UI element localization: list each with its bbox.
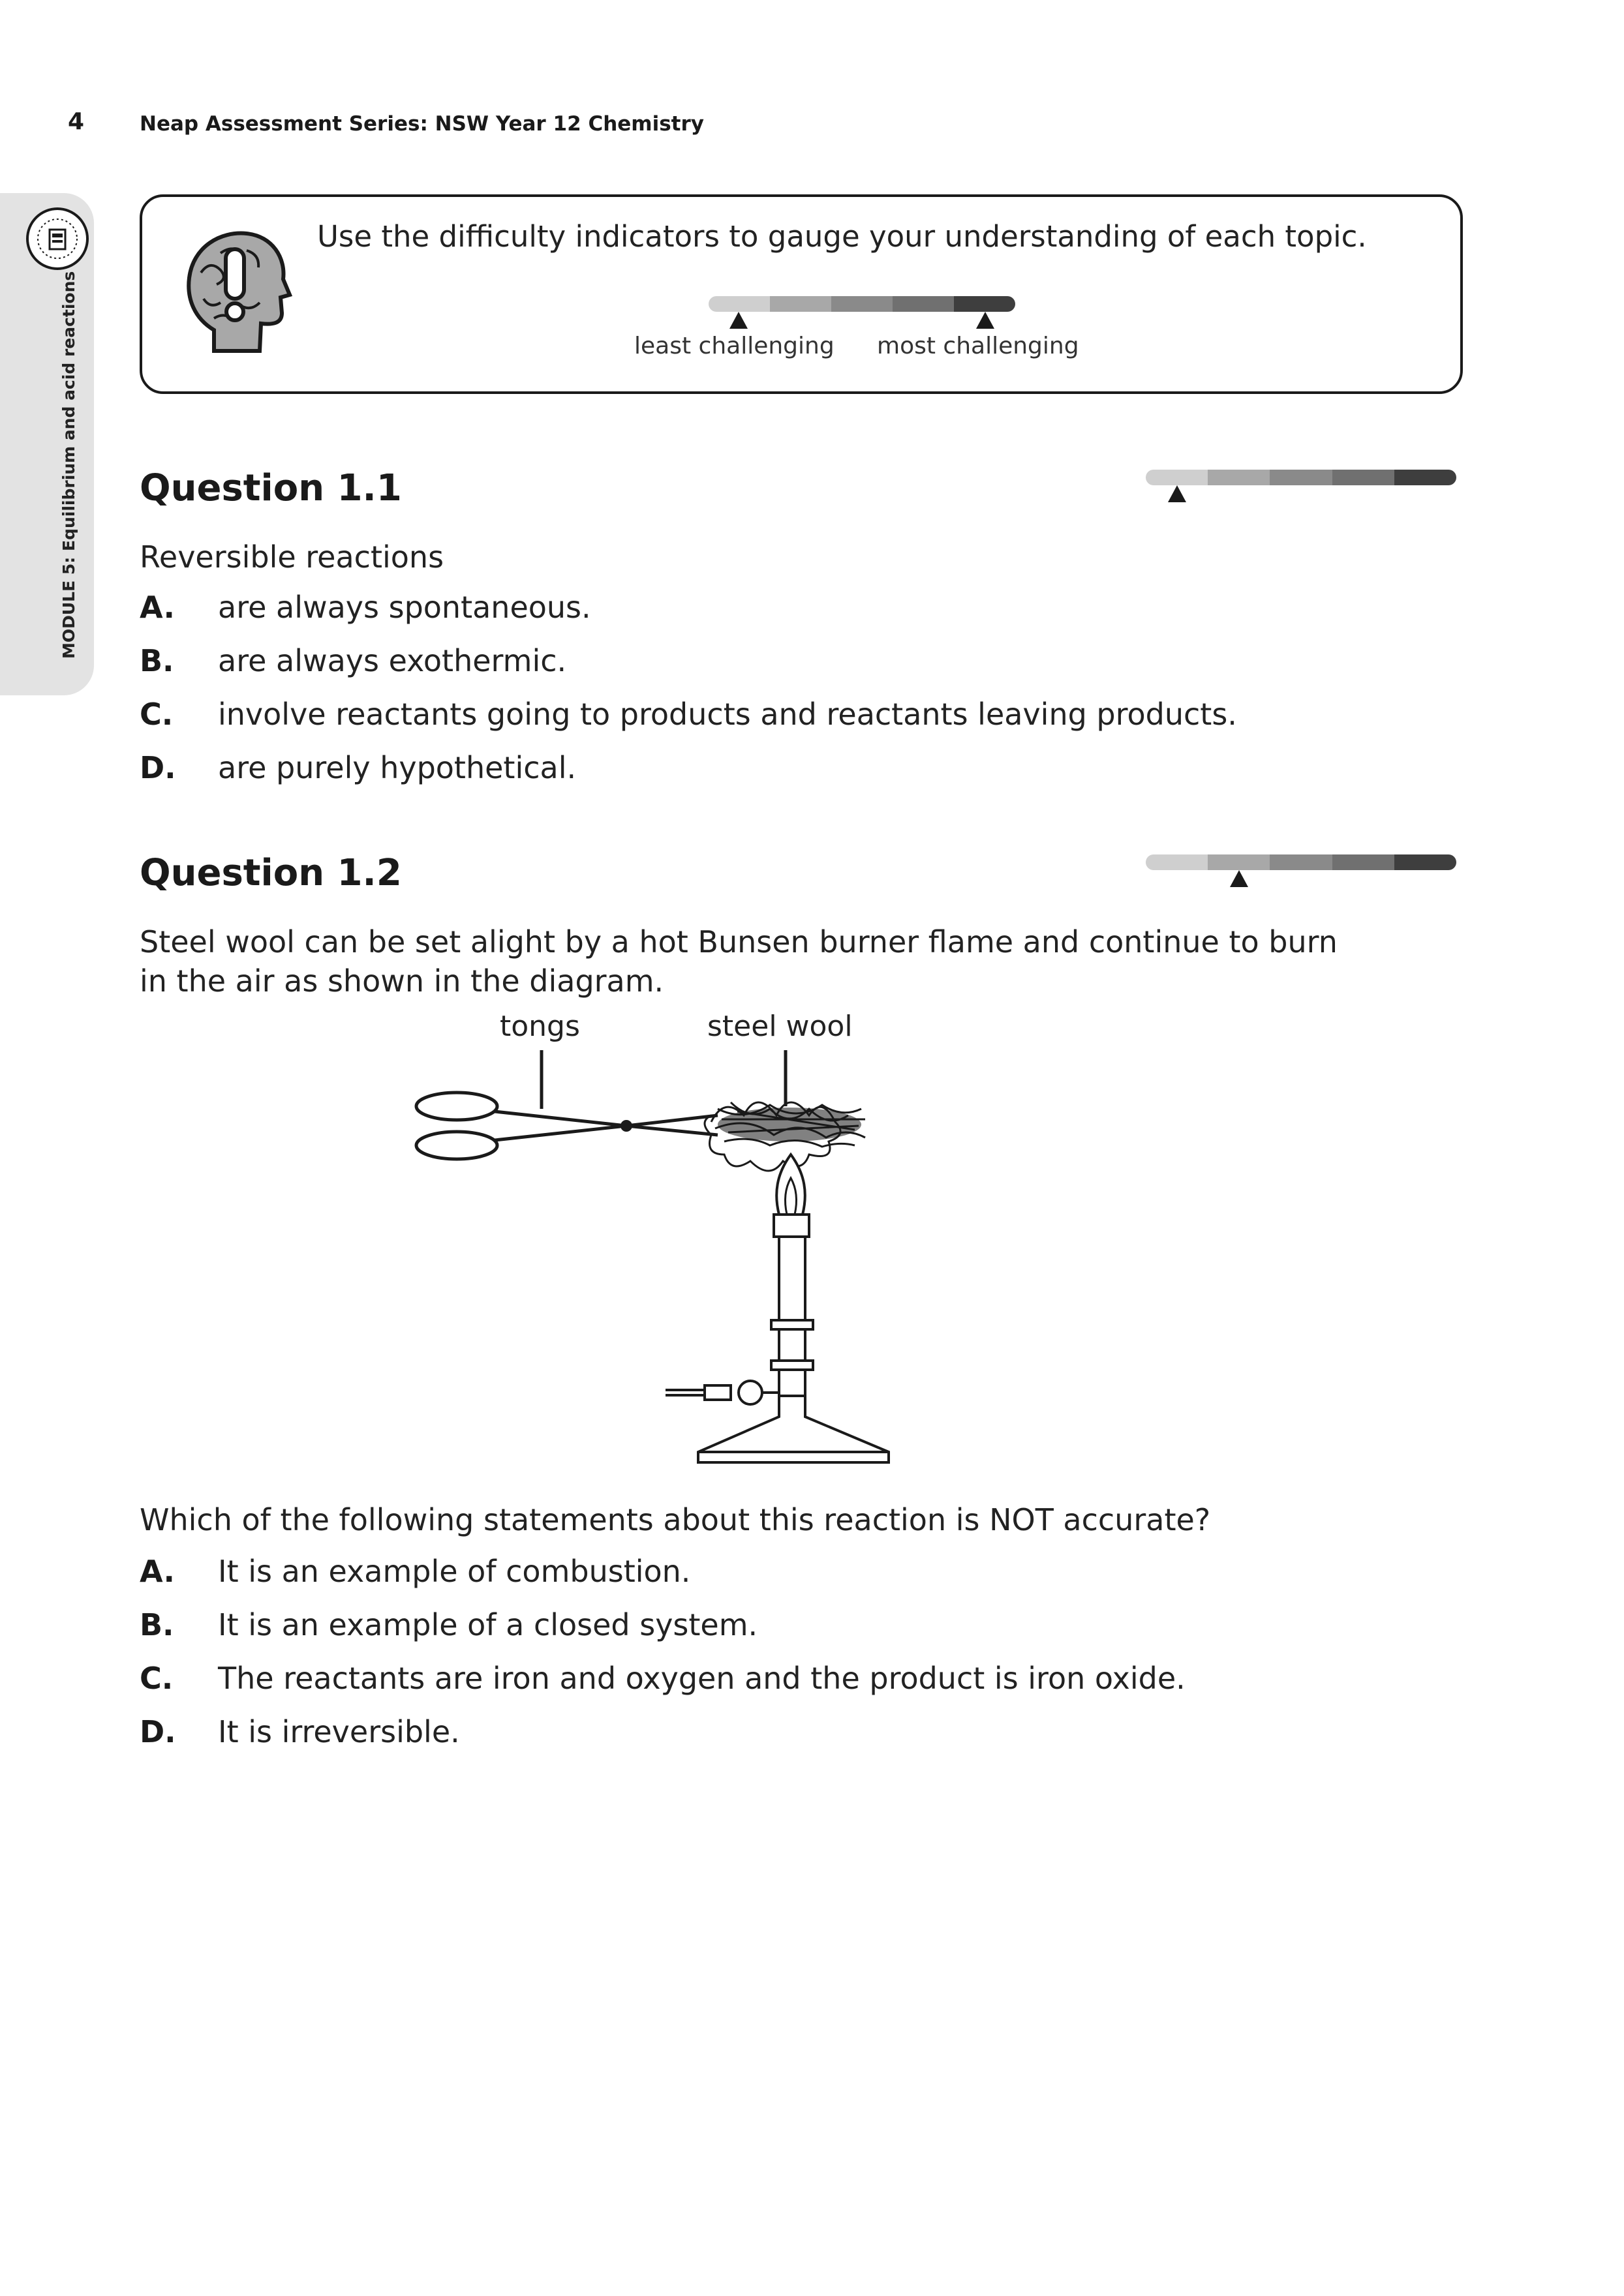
q1-2-option-d-letter: D. [140, 1714, 176, 1749]
q1-2-option-d-text: It is irreversible. [218, 1714, 460, 1749]
q1-1-option-a-letter: A. [140, 590, 175, 625]
question-1-1-difficulty-marker-icon [1168, 485, 1186, 502]
question-1-2-stem-line-2: in the air as shown in the diagram. [140, 963, 664, 999]
question-1-2-heading: Question 1.2 [140, 852, 402, 894]
q1-2-option-c-text: The reactants are iron and oxygen and the product is iron oxide. [218, 1661, 1186, 1696]
most-challenging-label: most challenging [877, 333, 1079, 359]
question-1-2-prompt: Which of the following statements about this reaction is NOT accurate? [140, 1502, 1211, 1537]
question-1-1-heading: Question 1.1 [140, 467, 402, 509]
steel-wool-label: steel wool [707, 1010, 853, 1043]
q1-2-option-c-letter: C. [140, 1661, 174, 1696]
q1-2-option-a-letter: A. [140, 1554, 175, 1589]
q1-1-option-c-letter: C. [140, 697, 174, 732]
q1-1-option-b-letter: B. [140, 643, 174, 678]
question-1-1-stem: Reversible reactions [140, 539, 444, 575]
module-label: MODULE 5: Equilibrium and acid reactions [59, 271, 78, 659]
legend-difficulty-bar [709, 296, 1015, 312]
q1-2-option-b-letter: B. [140, 1607, 174, 1642]
question-1-1-difficulty-bar [1146, 470, 1456, 485]
head-exclamation-icon [175, 227, 292, 360]
least-challenging-label: least challenging [634, 333, 835, 359]
tongs-label: tongs [500, 1010, 580, 1043]
q1-1-option-b-text: are always exothermic. [218, 643, 567, 678]
question-1-2-difficulty-marker-icon [1230, 870, 1248, 887]
q1-2-option-b-text: It is an example of a closed system. [218, 1607, 758, 1642]
question-1-2-difficulty-bar [1146, 854, 1456, 870]
bunsen-burner-diagram [405, 1044, 913, 1477]
info-text: Use the difficulty indicators to gauge your understanding of each topic. [317, 219, 1367, 254]
most-marker-icon [976, 312, 994, 329]
series-title: Neap Assessment Series: NSW Year 12 Chemistry [140, 112, 704, 136]
q1-1-option-a-text: are always spontaneous. [218, 590, 591, 625]
q1-1-option-d-text: are purely hypothetical. [218, 750, 577, 785]
q1-2-option-a-text: It is an example of combustion. [218, 1554, 691, 1589]
least-marker-icon [729, 312, 748, 329]
page-number: 4 [68, 108, 85, 135]
question-1-2-stem-line-1: Steel wool can be set alight by a hot Bunsen burner flame and continue to burn [140, 924, 1338, 959]
q1-1-option-d-letter: D. [140, 750, 176, 785]
q1-1-option-c-text: involve reactants going to products and reactants leaving products. [218, 697, 1237, 732]
module-icon [26, 207, 89, 270]
